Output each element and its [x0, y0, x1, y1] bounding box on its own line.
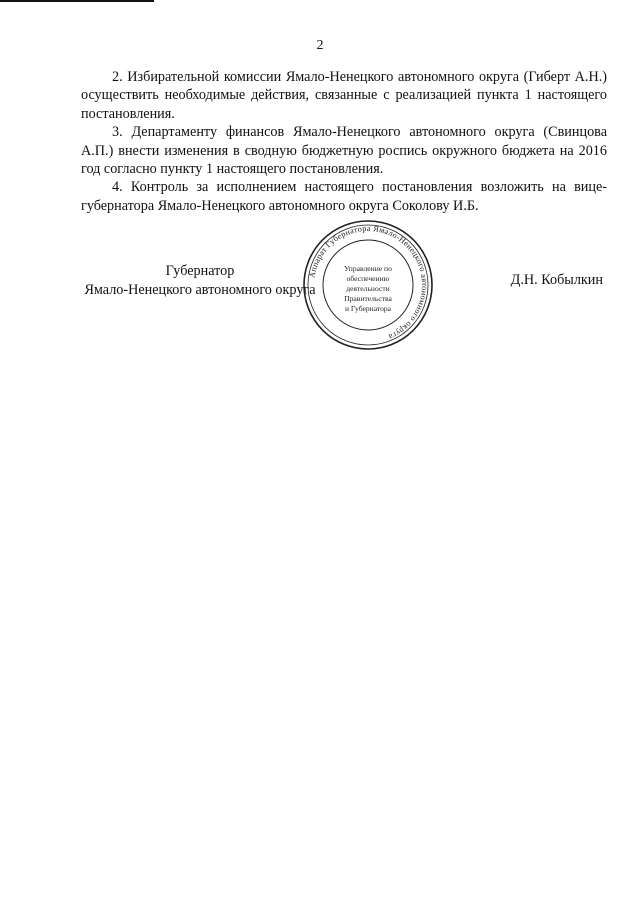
signatory-position: [60, 262, 340, 300]
seal-center-line-4: Правительства: [344, 294, 392, 303]
seal-center-line-5: и Губернатора: [344, 304, 392, 313]
seal-center-line-2: обеспечению: [346, 274, 390, 283]
header-rule: [0, 0, 154, 2]
position-title: Губернатор: [165, 263, 235, 279]
document-body: [81, 68, 607, 215]
paragraph-4: 4. Контроль за исполнением настоящего постановления возложить на вице-губернатора Ямало-Ненецкого автономного округа Соколову И.Б.: [81, 179, 607, 214]
signatory-name: Д.Н. Кобылкин: [510, 272, 603, 288]
paragraph-2: 2. Избирательной комиссии Ямало-Ненецкого автономного округа (Гиберт А.Н.) осуществить необходимые действия, связанные с реализацией пункта 1 настоящего постановления.: [81, 69, 607, 122]
paragraph-3: 3. Департаменту финансов Ямало-Ненецкого автономного округа (Свинцова А.П.) внести изменения в сводную бюджетную роспись окружного бюджета на 2016 год согласно пункту 1 настоящего постановления.: [81, 124, 607, 178]
seal-ring-text: Аппарат Губернатора Ямало-Ненецкого автономного округа: [307, 223, 430, 342]
position-region: Ямало-Ненецкого автономного округа: [84, 282, 316, 298]
page-number: 2: [316, 38, 324, 53]
official-seal: [301, 218, 435, 352]
seal-center-line-3: деятельности: [346, 284, 390, 293]
seal-center-line-1: Управление по: [344, 264, 392, 273]
